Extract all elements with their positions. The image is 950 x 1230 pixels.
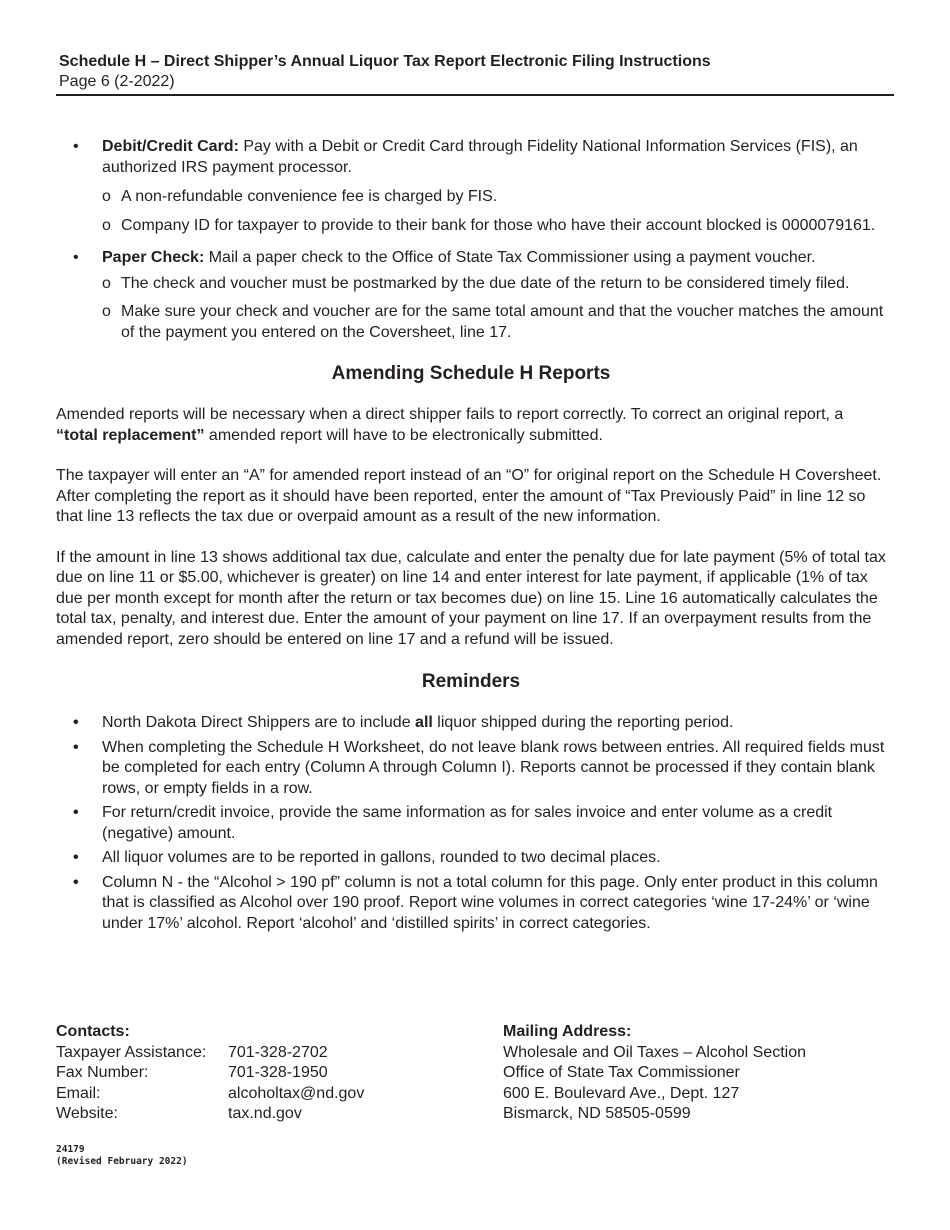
sub-item-text: A non-refundable convenience fee is charged by FIS.	[121, 188, 498, 205]
reminder-item	[56, 848, 886, 869]
address-line: 600 E. Boulevard Ave., Dept. 127	[503, 1084, 740, 1102]
bullet-marker: •	[73, 138, 79, 155]
paragraph-bold: “total replacement”	[56, 426, 205, 444]
contact-label: Website:	[56, 1105, 118, 1122]
contact-email: alcoholtax@nd.gov	[228, 1084, 365, 1102]
paragraph-text: Amended reports will be necessary when a direct shipper fails to report correctly. To correct an original report, a	[56, 406, 844, 423]
payment-option-label: Debit/Credit Card:	[102, 138, 239, 155]
payment-options-list	[56, 137, 886, 343]
sub-item	[102, 274, 886, 295]
sub-marker: o	[102, 188, 111, 205]
bullet-marker: •	[73, 714, 79, 731]
contact-row	[56, 1043, 364, 1064]
form-number-block	[56, 1144, 188, 1168]
contact-label: Taxpayer Assistance:	[56, 1043, 207, 1061]
contacts-title: Contacts:	[56, 1023, 130, 1040]
paragraph-text: amended report will have to be electronically submitted.	[204, 426, 603, 444]
contact-row	[56, 1084, 364, 1105]
debit-sub-list	[102, 187, 886, 236]
reminder-text: When completing the Schedule H Worksheet, do not leave blank rows between entries. All required fields must be completed for each entry (Column A through Column I). Reports cannot be processed if they contain blank rows, or empty fields in a row.	[102, 738, 885, 797]
payment-option-text: Pay with a Debit or Credit Card through Fidelity National Information Services (FIS), an authorized IRS payment processor.	[102, 138, 858, 176]
contact-label: Fax Number:	[56, 1064, 149, 1081]
bullet-marker: •	[73, 849, 79, 866]
sub-marker: o	[102, 216, 111, 234]
bullet-marker: •	[73, 738, 79, 756]
contacts-block	[56, 1022, 364, 1125]
sub-item-text: Make sure your check and voucher are for the same total amount and that the voucher matches the amount of the payment you entered on the Coversheet, line 17.	[121, 303, 884, 341]
payment-option-label: Paper Check:	[102, 249, 205, 266]
reminder-item	[56, 738, 886, 800]
mailing-address-block	[503, 1022, 806, 1125]
bullet-marker: •	[73, 249, 79, 266]
contact-label: Email:	[56, 1084, 101, 1102]
revision-date: (Revised February 2022)	[56, 1156, 188, 1167]
payment-option-debit	[56, 137, 886, 236]
amending-paragraph-1	[56, 405, 886, 446]
sub-item	[102, 302, 886, 343]
sub-item	[102, 216, 886, 237]
contact-row	[56, 1104, 364, 1125]
bullet-marker: •	[73, 804, 79, 821]
amending-heading: Amending Schedule H Reports	[331, 363, 611, 384]
reminder-item	[56, 873, 886, 935]
sub-marker: o	[102, 303, 111, 320]
amending-paragraph-3: If the amount in line 13 shows additional tax due, calculate and enter the penalty due for late payment (5% of total tax due on line 11 or $5.00, whichever is greater) on line 14 and enter interest for late payment, if applicable (1% of tax due per month except for month after the return or tax becomes due) on line 15. Line 16 automatically calculates the total tax, penalty, and interest due. Enter the amount of your payment on line 17. If an overpayment results from the amended report, zero should be entered on line 17 and a refund will be issued.	[56, 548, 886, 648]
document-title: Schedule H – Direct Shipper’s Annual Liquor Tax Report Electronic Filing Instructions	[59, 53, 711, 70]
address-line: Wholesale and Oil Taxes – Alcohol Section	[503, 1043, 806, 1061]
address-line: Office of State Tax Commissioner	[503, 1064, 740, 1081]
payment-option-text: Mail a paper check to the Office of State Tax Commissioner using a payment voucher.	[204, 249, 816, 266]
reminder-text: liquor shipped during the reporting period.	[432, 714, 734, 731]
sub-marker: o	[102, 274, 111, 292]
form-number: 24179	[56, 1144, 85, 1155]
contact-website: tax.nd.gov	[228, 1105, 302, 1122]
sub-item-text: Company ID for taxpayer to provide to their bank for those who have their account blocked is 0000079161.	[121, 216, 876, 234]
reminder-text: All liquor volumes are to be reported in gallons, rounded to two decimal places.	[102, 849, 661, 866]
sub-item	[102, 187, 886, 208]
amending-paragraph-2: The taxpayer will enter an “A” for amended report instead of an “O” for original report on the Schedule H Coversheet. After completing the report as it should have been reported, enter the amount of “Tax Previously Paid” in line 12 so that line 13 reflects the tax due or overpaid amount as a result of the new information.	[56, 467, 882, 525]
reminders-heading: Reminders	[421, 671, 521, 692]
reminder-bold: all	[415, 714, 433, 731]
reminder-text: For return/credit invoice, provide the same information as for sales invoice and enter volume as a credit (negative) amount.	[102, 804, 833, 842]
reminder-item	[56, 713, 886, 734]
reminder-text: Column N - the “Alcohol > 190 pf” column is not a total column for this page. Only enter product in this column that is classified as Alcohol over 190 proof. Report wine volumes in correct categories ‘wine 17-24%’ or ‘wine under 17%’ alcohol. Report ‘alcohol’ and ‘distilled spirits’ in correct categories.	[102, 873, 878, 932]
reminder-text: North Dakota Direct Shippers are to include	[102, 714, 416, 731]
reminders-list	[56, 713, 886, 934]
main-content	[56, 137, 886, 938]
contact-value: 701-328-2702	[228, 1043, 328, 1061]
reminder-item	[56, 803, 886, 844]
page-number: Page 6 (2-2022)	[59, 73, 175, 90]
payment-option-check	[56, 248, 886, 343]
check-sub-list	[102, 274, 886, 344]
bullet-marker: •	[73, 873, 79, 891]
page-header	[56, 52, 894, 96]
sub-item-text: The check and voucher must be postmarked by the due date of the return to be considered timely filed.	[121, 274, 850, 292]
contact-value: 701-328-1950	[228, 1064, 328, 1081]
contact-row	[56, 1063, 364, 1084]
mailing-title: Mailing Address:	[503, 1023, 632, 1040]
address-line: Bismarck, ND 58505-0599	[503, 1105, 691, 1122]
